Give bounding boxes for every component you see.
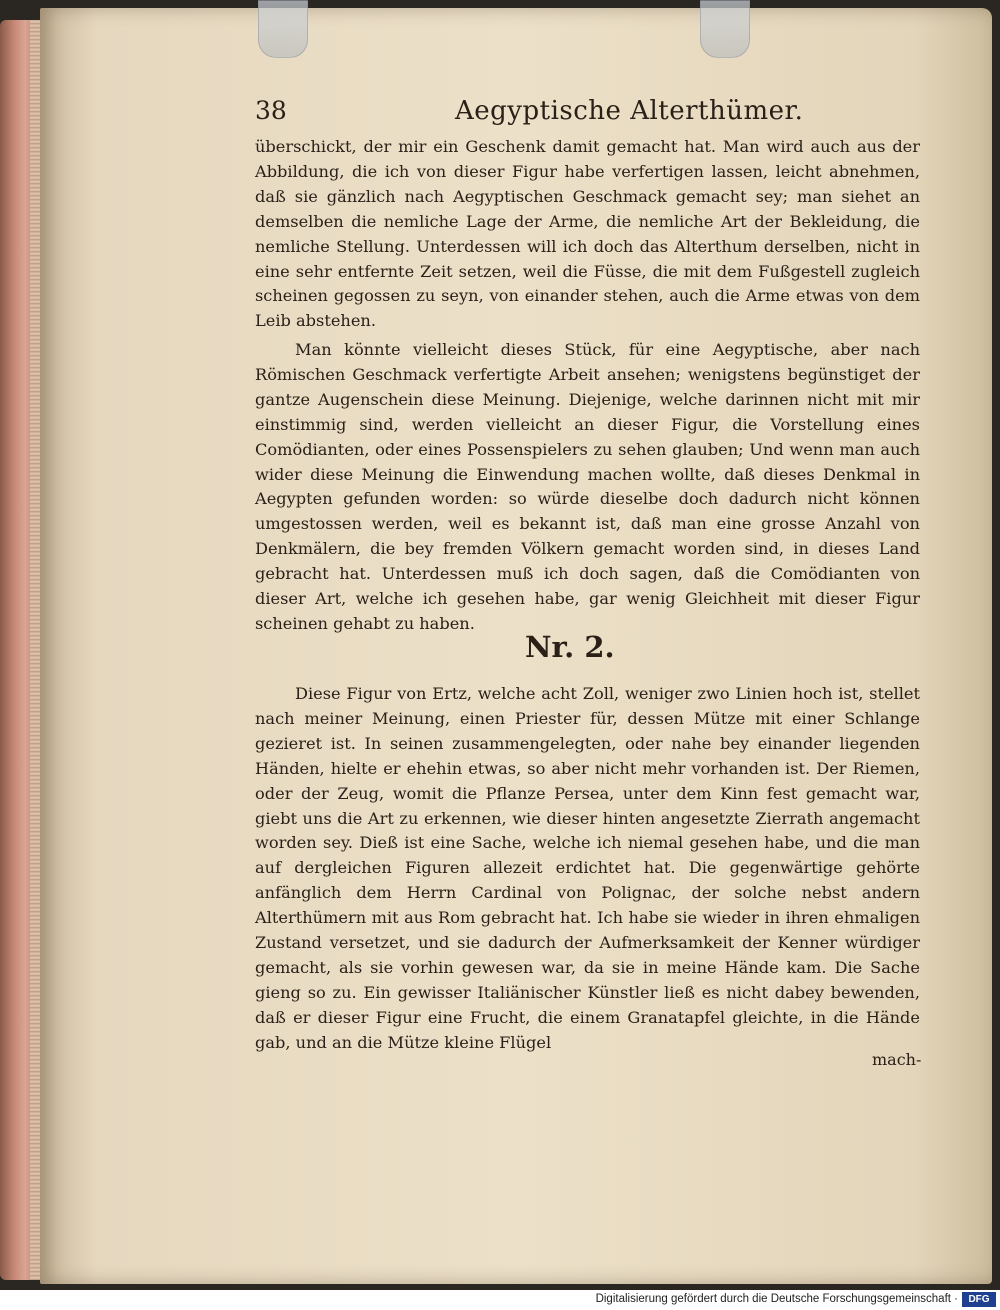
page-clip-right [700,0,750,58]
paragraph-3: Diese Figur von Ertz, welche acht Zoll, weniger zwo Linien hoch ist, stellet nach meiner Meinung, einen Priester für, dessen Mütze mit einer Schlange gezieret ist. In seinen zusammengelegten, oder nahe bey einander liegenden Händen, hielte er ehehin etwas, so aber nicht mehr vorhanden ist. Der Riemen, oder der Zeug, womit die Pflanze Persea, unter dem Kinn fest gemacht war, giebt uns die Art zu erkennen, wie dieser hinten angesetzte Zierrath angemacht worden sey. Dieß ist eine Sache, welche ich niemal gesehen habe, und die man auf dergleichen Figuren allezeit erdichtet hat. Die gegenwärtige gehörte anfänglich dem Herrn Cardinal von Polignac, der solche nebst andern Alterthümern mit aus Rom gebracht hat. Ich habe sie wieder in ihren ehmaligen Zustand versetzet, und sie dadurch der Aufmerksamkeit der Kenner würdiger gemacht, als sie vorhin gewesen war, da sie in meine Hände kam. Die Sache gieng so zu. Ein gewisser Italiänischer Künstler ließ es nicht dabey bewenden, daß er dieser Figur eine Frucht, die einem Granatapfel gleichte, in die Hände gab, und an die Mütze kleine Flügel [255,684,920,1052]
paragraph-1: überschickt, der mir ein Geschenk damit gemacht hat. Man wird auch aus der Abbildung, die ich von dieser Figur habe verfertigen lassen, leicht abnehmen, daß sie gänzlich nach Aegyptischen Geschmack gemacht sey; man siehet an demselben die nemliche Lage der Arme, die nemliche Art der Bekleidung, die nemliche Stellung. Unterdessen will ich doch das Alterthum derselben, nicht in eine sehr entfernte Zeit setzen, weil die Füsse, die mit dem Fußgestell zugleich scheinen gegossen zu seyn, von einander stehen, auch die Arme etwas von dem Leib abstehen. [255,137,920,331]
funding-notice: Digitalisierung gefördert durch die Deutsche Forschungsgemeinschaft · [595,1293,958,1305]
running-title: Aegyptische Alterthümer. [455,96,804,126]
catchword: mach- [872,1050,922,1069]
section-heading: Nr. 2. [525,630,615,664]
page-header [215,92,927,132]
footer-bar [0,1290,1000,1310]
dfg-logo-icon: DFG [962,1292,996,1307]
paragraph-2: Man könnte vielleicht dieses Stück, für eine Aegyptische, aber nach Römischen Geschmack verfertigte Arbeit ansehen; wenigstens begünstiget der gantze Augenschein diese Meinung. Diejenige, welche darinnen nicht mit mir einstimmig sind, werden vielleicht an dieser Figur, die Vorstellung eines Comödianten, oder eines Possenspielers zu sehen glauben; Und wenn man auch wider diese Meinung die Einwendung machen wollte, daß dieses Denkmal in Aegypten gefunden worden: so würde dieselbe doch dadurch nicht können umgestossen werden, weil es bekannt ist, daß man eine grosse Anzahl von Denkmälern, die bey fremden Völkern gemacht worden sind, in dieses Land gebracht hat. Unterdessen muß ich doch sagen, daß die Comödianten von dieser Art, welche ich gesehen habe, gar wenig Gleichheit mit dieser Figur scheinen gehabt zu haben. [255,340,920,633]
book-edge [0,20,42,1280]
page-clip-left [258,0,308,58]
page-number: 38 [255,96,287,125]
